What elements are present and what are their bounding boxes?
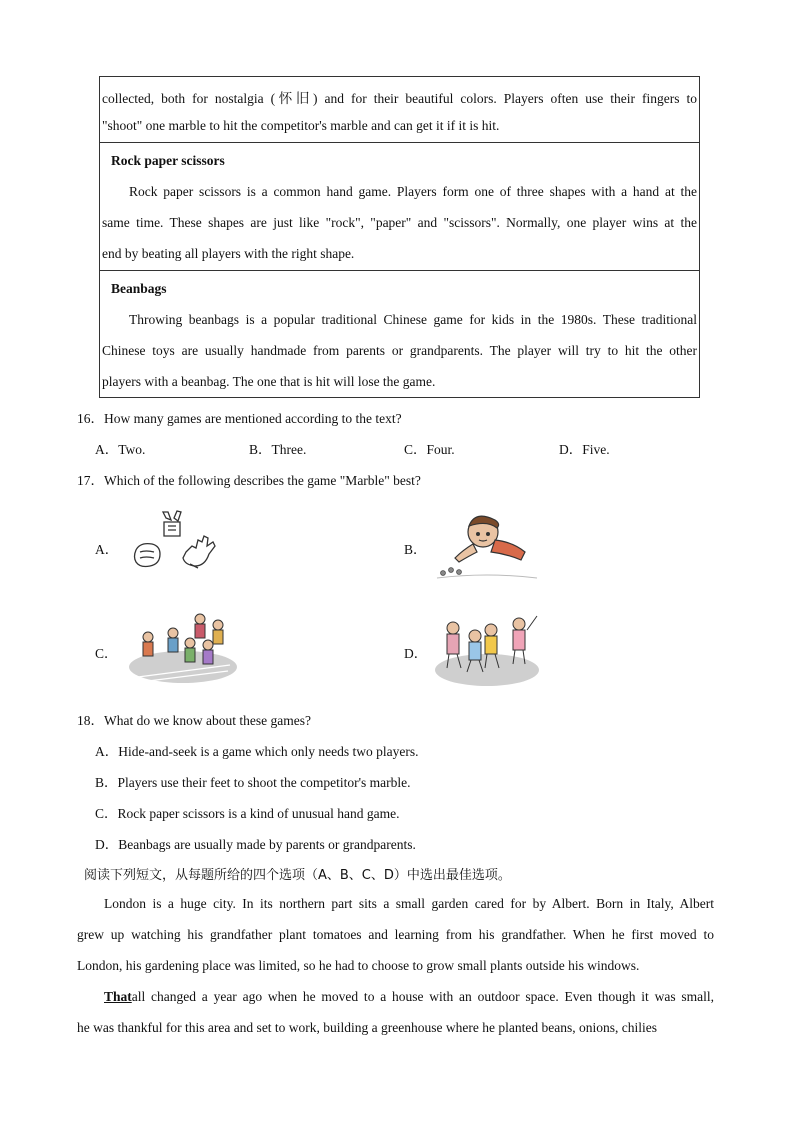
- q16-option-b[interactable]: B．Three.: [249, 442, 307, 457]
- rock-paper-scissors-hands-illustration: [130, 510, 220, 580]
- q17-stem: 17．Which of the following describes the game "Marble" best?: [77, 473, 421, 488]
- q18-option-c[interactable]: C．Rock paper scissors is a kind of unusual hand game.: [95, 806, 400, 821]
- q18-stem: 18．What do we know about these games?: [77, 713, 311, 728]
- rps-text-line-2: same time. These shapes are just like "rock", "paper" and "scissors". Normally, one player wins at the: [102, 215, 697, 230]
- rps-text-line-1: Rock paper scissors is a common hand game. Players form one of three shapes with a hand at the: [129, 184, 697, 199]
- beanbags-heading: Beanbags: [111, 281, 167, 296]
- q17-option-d-label[interactable]: D．: [404, 646, 428, 661]
- passage-p2-line-2: he was thankful for this area and set to work, building a greenhouse where he planted beans, onions, chilies: [77, 1020, 657, 1035]
- passage-p2-line-1-rest: all changed a year ago when he moved to a house with an outdoor space. Even though it was small,: [131, 989, 714, 1004]
- q17-option-b-label[interactable]: B．: [404, 542, 427, 557]
- q18-option-a[interactable]: A．Hide-and-seek is a game which only needs two players.: [95, 744, 419, 759]
- beanbags-text-line-2: Chinese toys are usually handmade from parents or grandparents. The player will try to hit the other: [102, 343, 697, 358]
- marble-text-line-2: "shoot" one marble to hit the competitor's marble and can get it if it is hit.: [102, 118, 500, 133]
- q18-option-b[interactable]: B．Players use their feet to shoot the competitor's marble.: [95, 775, 411, 790]
- q17-option-c-label[interactable]: C．: [95, 646, 118, 661]
- table-divider: [100, 142, 699, 143]
- passage-p1-line-1: London is a huge city. In its northern part sits a small garden cared for by Albert. Born in Italy, Albert: [104, 896, 714, 911]
- passage-p2-line-1: [104, 989, 714, 1005]
- marble-text-line-1: collected, both for nostalgia (怀旧) and for their beautiful colors. Players often use their fingers to: [102, 91, 697, 106]
- beanbags-text-line-3: players with a beanbag. The one that is hit will lose the game.: [102, 374, 436, 389]
- q16-option-a[interactable]: A．Two.: [95, 442, 146, 457]
- reading-instruction: 阅读下列短文，从每题所给的四个选项（A、B、C、D）中选出最佳选项。: [84, 868, 511, 883]
- q17-option-a-label[interactable]: A．: [95, 542, 119, 557]
- games-table: [99, 76, 700, 398]
- boy-playing-marbles-illustration: [433, 510, 538, 580]
- rps-heading: Rock paper scissors: [111, 153, 225, 168]
- kids-playing-in-field-illustration: [128, 605, 238, 685]
- q16-option-d[interactable]: D．Five.: [559, 442, 610, 457]
- rps-text-line-3: end by beating all players with the right shape.: [102, 246, 355, 261]
- q18-option-d[interactable]: D．Beanbags are usually made by parents or grandparents.: [95, 837, 416, 852]
- highlighted-word-that: That: [104, 989, 132, 1004]
- table-divider: [100, 270, 699, 271]
- q16-option-c[interactable]: C．Four.: [404, 442, 455, 457]
- children-playing-together-illustration: [435, 608, 545, 688]
- passage-p1-line-3: London, his gardening place was limited, so he had to choose to grow small plants outside his windows.: [77, 958, 640, 973]
- q16-stem: 16．How many games are mentioned according to the text?: [77, 411, 402, 426]
- passage-p1-line-2: grew up watching his grandfather plant tomatoes and learning from his grandfather. When he first moved to: [77, 927, 714, 942]
- beanbags-text-line-1: Throwing beanbags is a popular traditional Chinese game for kids in the 1980s. These traditional: [129, 312, 697, 327]
